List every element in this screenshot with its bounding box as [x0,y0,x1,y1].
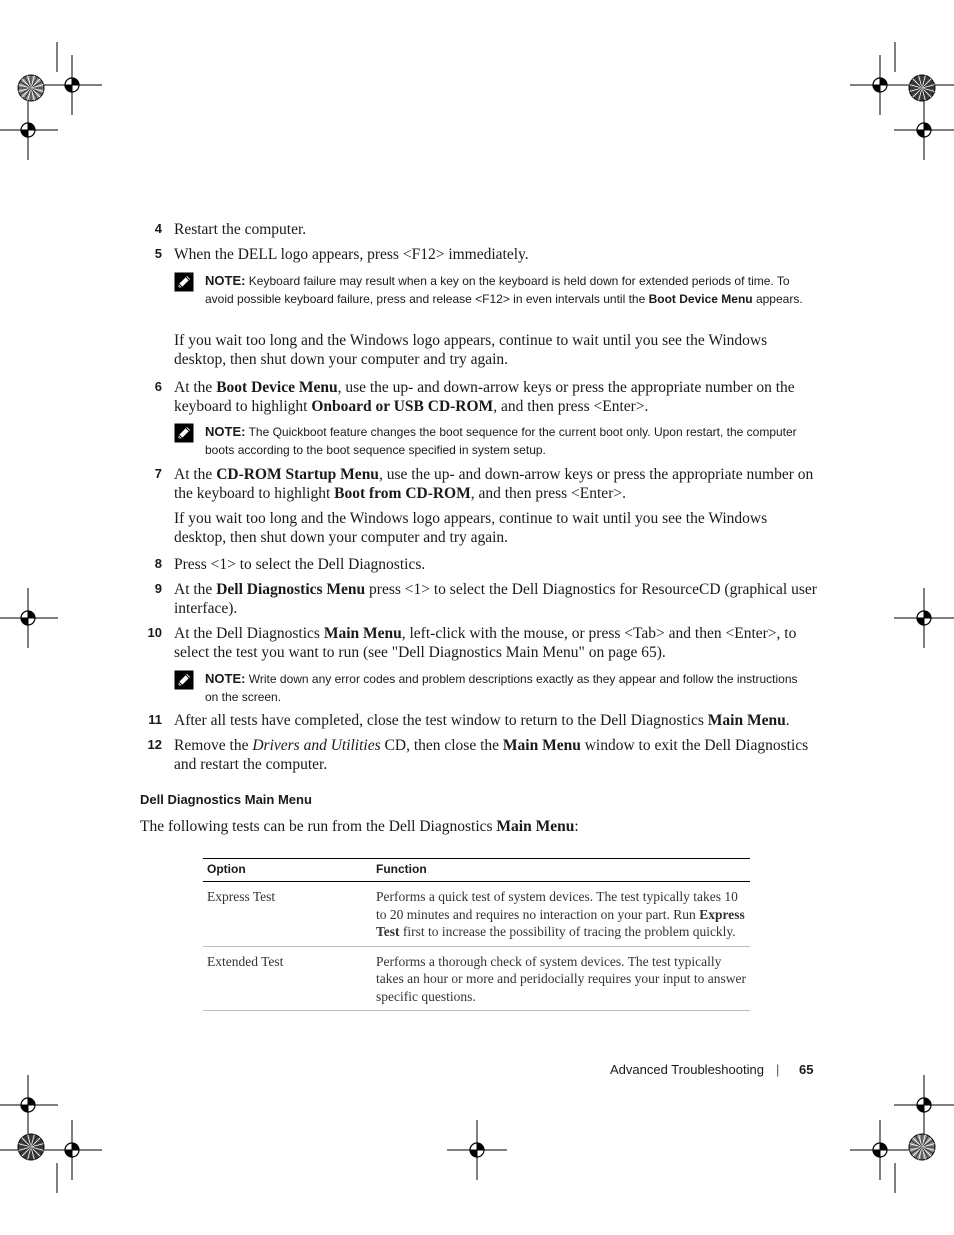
function-cell: Performs a quick test of system devices. The test typically takes 10 to 20 minutes and requires no interaction on your part. Run Express Test first to increase the possibility of tracing the problem quickly. [372,882,750,947]
step-number: 6 [154,379,162,394]
pencil-note-icon [174,272,194,292]
footer-section-name: Advanced Troubleshooting [610,1062,764,1077]
section-title: Dell Diagnostics Main Menu [140,792,312,807]
table-header-row [203,859,750,882]
footer-page-number: 65 [799,1062,814,1077]
function-cell: Performs a thorough check of system devices. The test typically takes an hour or more and peridocially requires your input to answer specific questions. [372,946,750,1011]
note-text: NOTE: The Quickboot feature changes the boot sequence for the current boot only. Upon restart, the computer boots according to the boot sequence specified in system setup. [205,424,797,457]
registration-mark-icon [0,100,58,160]
note-text: NOTE: Keyboard failure may result when a key on the keyboard is held down for extended periods of time. To avoid possible keyboard failure, press and release <F12> in even intervals until the Boot Device Menu appears. [205,273,803,306]
step-text: At the Boot Device Menu, use the up- and down-arrow keys or press the appropriate number on the keyboard to highlight Onboard or USB CD-ROM, and then press <Enter>. [174,379,795,415]
step-text: Restart the computer. [174,221,307,238]
step-text: Remove the Drivers and Utilities CD, then close the Main Menu window to exit the Dell Diagnostics and restart the computer. [174,737,809,773]
step-number: 11 [148,712,162,727]
table-row [203,946,750,1011]
step-text: At the CD-ROM Startup Menu, use the up- and down-arrow keys or press the appropriate number on the keyboard to highlight Boot from CD-ROM, and then press <Enter>. [174,466,814,502]
step-number: 7 [154,466,162,481]
paragraph-wait-1: If you wait too long and the Windows logo appears, continue to wait until you see the Windows desktop, then shut down your computer and try again. [174,332,768,368]
note-text: NOTE: Write down any error codes and problem descriptions exactly as they appear and follow the instructions on the screen. [205,671,798,704]
registration-mark-icon [0,1075,58,1135]
registration-mark-icon [850,55,910,115]
pencil-note-icon [174,670,194,690]
diagnostics-options-table [203,858,750,1011]
option-cell: Express Test [203,882,372,947]
starburst-target-icon [909,75,935,101]
registration-mark-icon [0,588,58,648]
step-text: At the Dell Diagnostics Main Menu, left-click with the mouse, or press <Tab> and then <Enter>, to select the test you want to run (see "Dell Diagnostics Main Menu" on page 65). [174,625,797,661]
registration-mark-icon [42,1120,102,1180]
option-cell: Extended Test [203,946,372,1011]
table-row [203,882,750,947]
section-intro: The following tests can be run from the Dell Diagnostics Main Menu: [140,818,579,835]
registration-mark-icon [894,1075,954,1135]
registration-mark-icon [894,100,954,160]
step-number: 12 [147,737,162,752]
starburst-target-icon [909,1134,935,1160]
starburst-target-icon [18,1134,44,1160]
step-text: After all tests have completed, close the test window to return to the Dell Diagnostics Main Menu. [174,712,790,729]
step-number: 5 [154,246,162,261]
registration-mark-icon [447,1120,507,1180]
step-text: At the Dell Diagnostics Menu press <1> to select the Dell Diagnostics for ResourceCD (graphical user interface). [174,581,817,617]
step-number: 10 [147,625,162,640]
pencil-note-icon [174,423,194,443]
step-number: 4 [154,221,162,236]
paragraph-wait-2: If you wait too long and the Windows logo appears, continue to wait until you see the Windows desktop, then shut down your computer and try again. [174,510,768,546]
registration-mark-icon [894,588,954,648]
step-number: 8 [154,556,162,571]
column-header-option: Option [203,859,372,882]
registration-mark-icon [42,55,102,115]
step-text: When the DELL logo appears, press <F12> immediately. [174,246,529,263]
step-text: Press <1> to select the Dell Diagnostics. [174,556,426,573]
column-header-function: Function [372,859,750,882]
footer-separator: | [776,1062,780,1077]
registration-mark-icon [850,1120,910,1180]
starburst-target-icon [18,75,44,101]
step-number: 9 [154,581,162,596]
